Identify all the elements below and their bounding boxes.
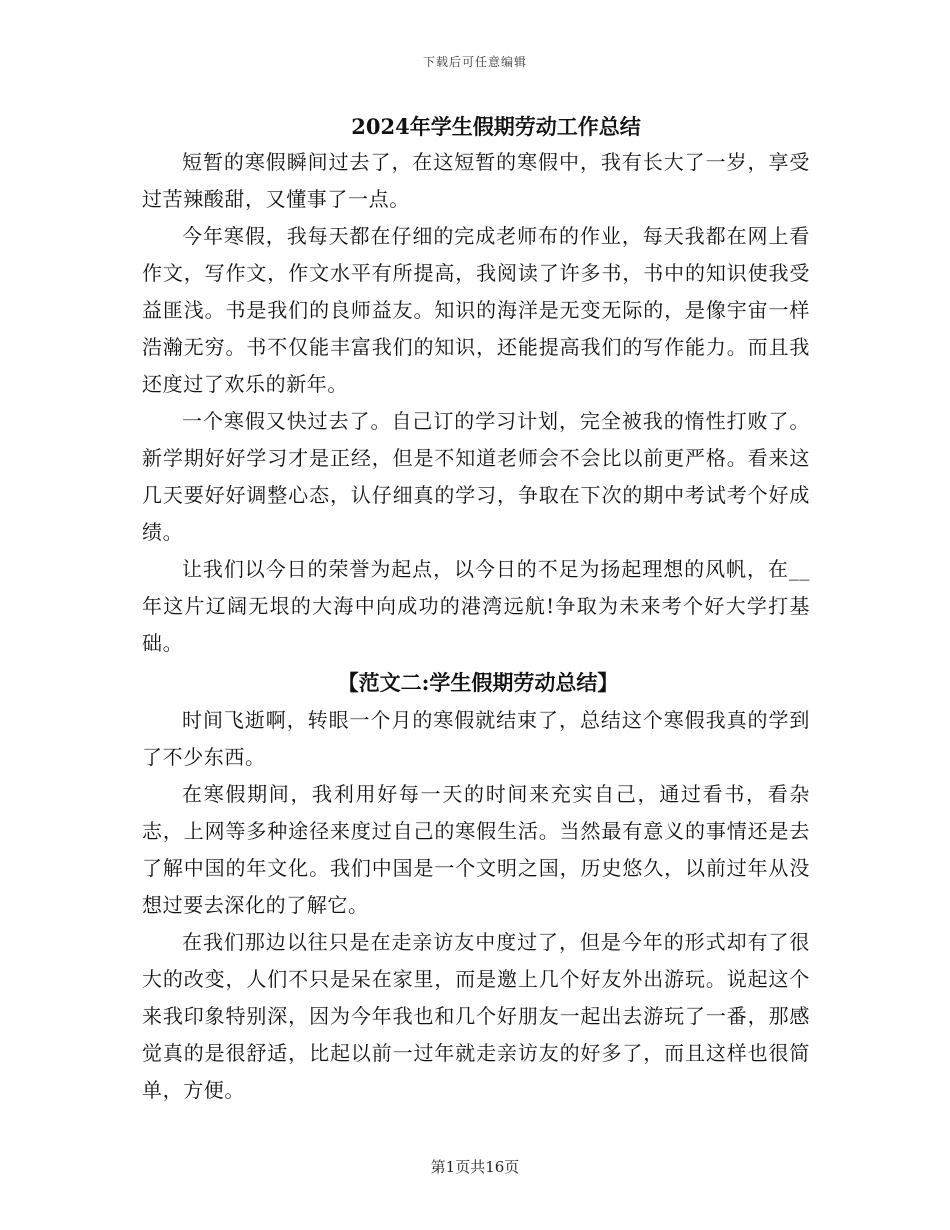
paragraph: 今年寒假，我每天都在仔细的完成老师布的作业，每天我都在网上看作文，写作文，作文水平有所提高，我阅读了许多书，书中的知识使我受益匪浅。书是我们的良师益友。知识的海洋是无变无际的，是像宇宙一样浩瀚无穷。书不仅能丰富我们的知识，还能提高我们的写作能力。而且我还度过了欢乐的新年。 — [142, 224, 810, 396]
paragraph: 在我们那边以往只是在走亲访友中度过了，但是今年的形式却有了很大的改变，人们不只是呆在家里，而是邀上几个好友外出游玩。说起这个来我印象特别深，因为今年我也和几个好朋友一起出去游玩了一番，那感觉真的是很舒适，比起以前一过年就走亲访友的好多了，而且这样也很简单，方便。 — [142, 930, 810, 1102]
document-title: 2024年学生假期劳动工作总结 — [351, 114, 641, 139]
section-title: 【范文二:学生假期劳动总结】 — [337, 670, 619, 695]
document-body — [142, 110, 810, 1109]
page-footer-number: 第1页共16页 — [430, 1158, 520, 1176]
paragraph: 短暂的寒假瞬间过去了，在这短暂的寒假中，我有长大了一岁，享受过苦辣酸甜，又懂事了一点。 — [142, 150, 810, 211]
paragraph: 让我们以今日的荣誉为起点，以今日的不足为扬起理想的风帆，在__年这片辽阔无垠的大海中向成功的港湾远航!争取为未来考个好大学打基础。 — [142, 557, 810, 655]
paragraph: 时间飞逝啊，转眼一个月的寒假就结束了，总结这个寒假我真的学到了不少东西。 — [142, 708, 810, 769]
paragraph: 在寒假期间，我利用好每一天的时间来充实自己，通过看书，看杂志，上网等多种途径来度过自己的寒假生活。当然最有意义的事情还是去了解中国的年文化。我们中国是一个文明之国，历史悠久，以前过年从没想过要去深化的了解它。 — [142, 782, 810, 917]
paragraph: 一个寒假又快过去了。自己订的学习计划，完全被我的惰性打败了。新学期好好学习才是正经，但是不知道老师会不会比以前更严格。看来这几天要好好调整心态，认仔细真的学习，争取在下次的期中考试考个好成绩。 — [142, 409, 810, 544]
page-header-note: 下载后可任意编辑 — [422, 55, 527, 69]
